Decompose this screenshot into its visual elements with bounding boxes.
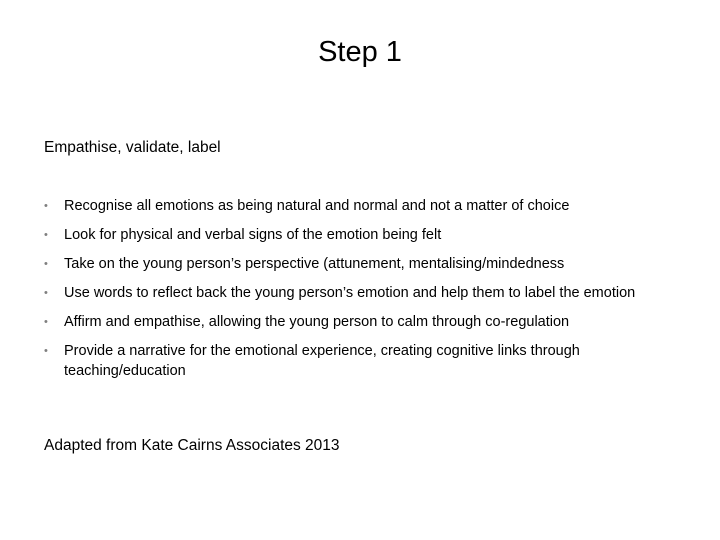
- bullet-icon: •: [44, 345, 48, 357]
- bullet-list: [44, 196, 664, 390]
- bullet-text: Use words to reflect back the young person’s emotion and help them to label the emotion: [64, 285, 636, 301]
- bullet-icon: •: [44, 229, 48, 241]
- bullet-icon: •: [44, 200, 48, 212]
- slide-title: Step 1: [318, 36, 402, 68]
- bullet-item: [44, 312, 664, 332]
- bullet-item: [44, 196, 664, 216]
- bullet-icon: •: [44, 316, 48, 328]
- slide-subtitle: Empathise, validate, label: [44, 139, 221, 156]
- bullet-icon: •: [44, 287, 48, 299]
- bullet-icon: •: [44, 258, 48, 270]
- bullet-text: Recognise all emotions as being natural and normal and not a matter of choice: [64, 198, 570, 214]
- bullet-item: [44, 283, 664, 303]
- bullet-item: [44, 225, 664, 245]
- bullet-item: [44, 254, 664, 274]
- bullet-text: Provide a narrative for the emotional experience, creating cognitive links through teaching/education: [64, 343, 580, 379]
- source-citation: Adapted from Kate Cairns Associates 2013: [44, 437, 340, 454]
- bullet-text: Look for physical and verbal signs of the emotion being felt: [64, 227, 442, 243]
- bullet-item: [44, 341, 664, 381]
- bullet-text: Take on the young person’s perspective (attunement, mentalising/mindedness: [64, 256, 565, 272]
- bullet-text: Affirm and empathise, allowing the young person to calm through co-regulation: [64, 314, 570, 330]
